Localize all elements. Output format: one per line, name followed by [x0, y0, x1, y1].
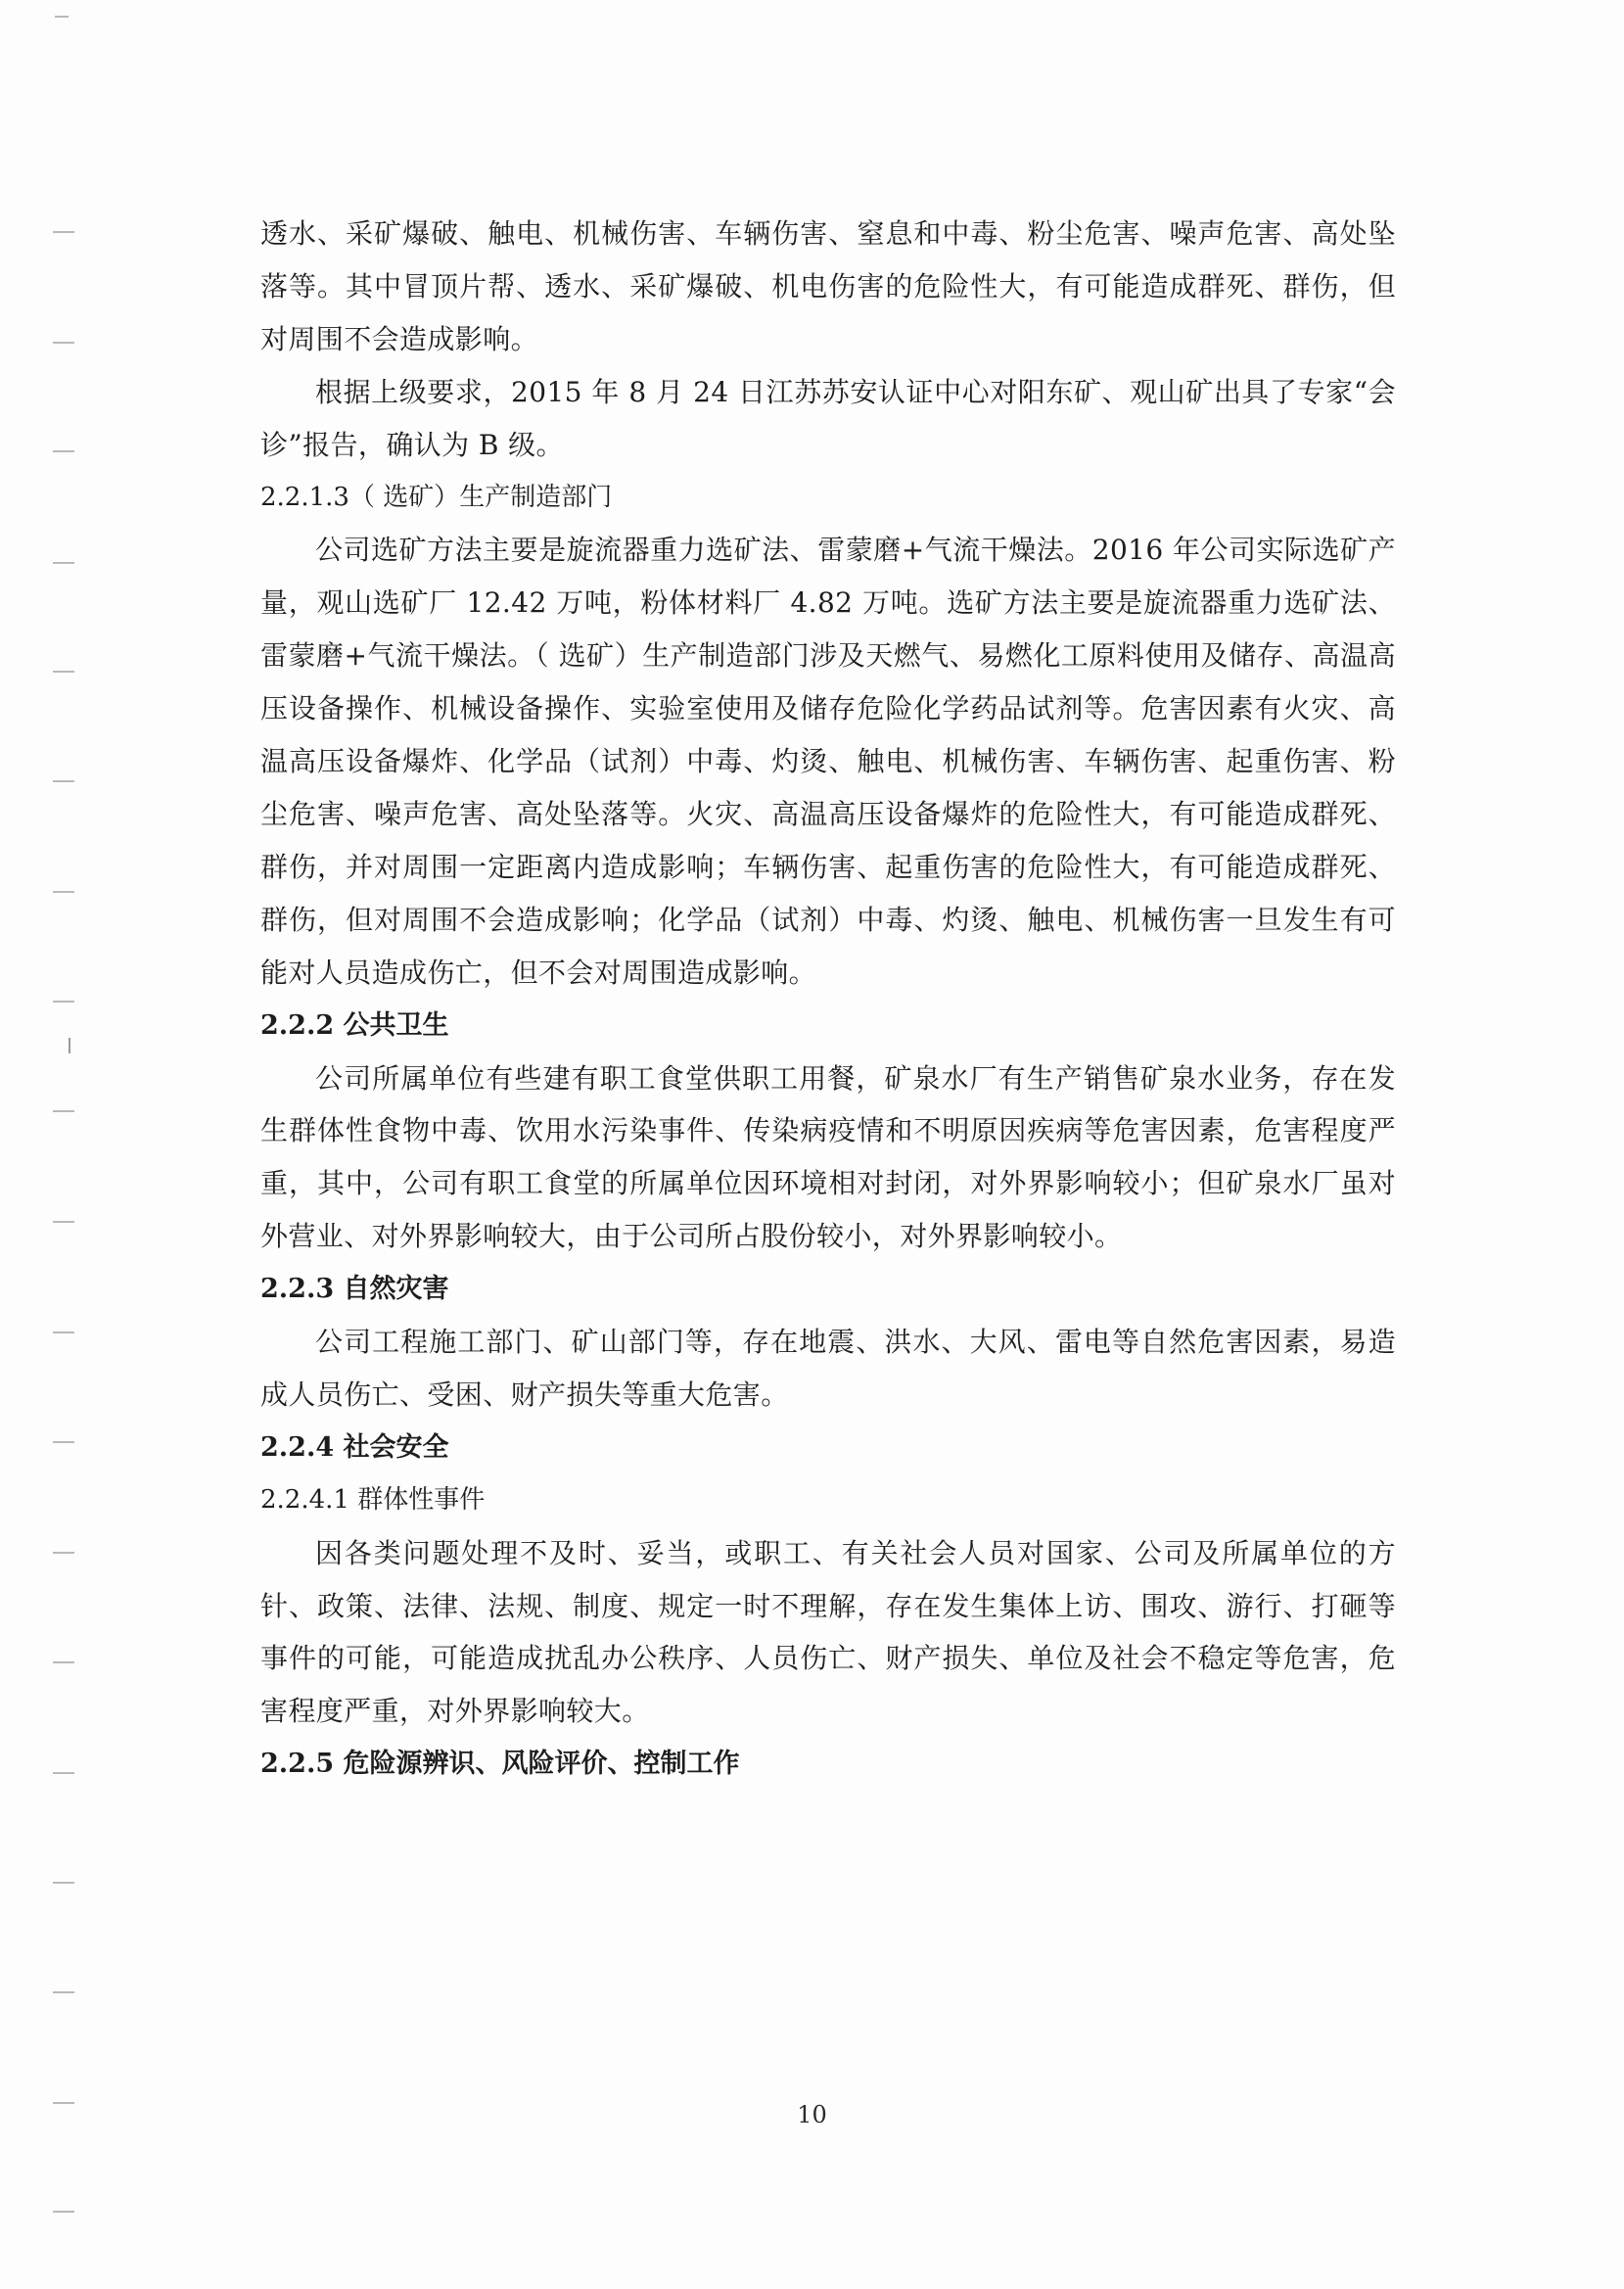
binding-mark [53, 1552, 74, 1554]
heading-2-2-4: 2.2.4 社会安全 [260, 1431, 449, 1463]
binding-mark [53, 450, 74, 452]
binding-mark [53, 1110, 74, 1112]
binding-mark [53, 1331, 74, 1333]
body-text [260, 208, 1396, 1791]
paragraph-beneficiation: 公司选矿方法主要是旋流器重力选矿法、雷蒙磨+气流干燥法。2016 年公司实际选矿产量，观山选矿厂 12.42 万吨，粉体材料厂 4.82 万吨。选矿方法主要是旋流器重力选矿法、雷蒙磨+气流干燥法。（ 选矿）生产制造部门涉及天燃气、易燃化工原料使用及储存、高温高压设备操作、机械设备操作、实验室使用及储存危险化学药品试剂等。危害因素有火灾、高温高压设备爆炸、化学品（试剂）中毒、灼烫、触电、机械伤害、车辆伤害、起重伤害、粉尘危害、噪声危害、高处坠落等。火灾、高温高压设备爆炸的危险性大，有可能造成群死、群伤，并对周围一定距离内造成影响；车辆伤害、起重伤害的危险性大，有可能造成群死、群伤，但对周围不会造成影响；化学品（试剂）中毒、灼烫、触电、机械伤害一旦发生有可能对人员造成伤亡，但不会对周围造成影响。 [260, 534, 1396, 989]
binding-mark [53, 2211, 74, 2213]
page-number: 10 [797, 2101, 827, 2128]
binding-mark [53, 1772, 74, 1774]
binding-mark [53, 562, 74, 564]
binding-tick [69, 1038, 70, 1053]
binding-mark [53, 1991, 74, 1993]
heading-2-2-2: 2.2.2 公共卫生 [260, 1009, 449, 1041]
paragraph-natural-disasters: 公司工程施工部门、矿山部门等，存在地震、洪水、大风、雷电等自然危害因素，易造成人员伤亡、受困、财产损失等重大危害。 [260, 1326, 1396, 1411]
binding-mark [53, 342, 74, 344]
paragraph-expert-report: 根据上级要求，2015 年 8 月 24 日江苏苏安认证中心对阳东矿、观山矿出具了专家“会诊”报告，确认为 B 级。 [260, 375, 1396, 461]
heading-2-2-5: 2.2.5 危险源辨识、风险评价、控制工作 [260, 1749, 740, 1780]
binding-mark [55, 16, 69, 18]
binding-mark [53, 891, 74, 893]
binding-mark [53, 780, 74, 782]
binding-mark [53, 1441, 74, 1443]
binding-mark [53, 1221, 74, 1223]
binding-mark [53, 1661, 74, 1663]
heading-2-2-4-1: 2.2.4.1 群体性事件 [260, 1484, 486, 1515]
binding-mark [53, 231, 74, 233]
heading-2-2-3: 2.2.3 自然灾害 [260, 1274, 449, 1305]
binding-mark [53, 671, 74, 673]
paragraph-hazards-mining: 透水、采矿爆破、触电、机械伤害、车辆伤害、窒息和中毒、粉尘危害、噪声危害、高处坠落等。其中冒顶片帮、透水、采矿爆破、机电伤害的危险性大，有可能造成群死、群伤，但对周围不会造成影响。 [260, 217, 1396, 355]
heading-2-2-1-3: 2.2.1.3（ 选矿）生产制造部门 [260, 482, 613, 512]
paragraph-public-health: 公司所属单位有些建有职工食堂供职工用餐，矿泉水厂有生产销售矿泉水业务，存在发生群体性食物中毒、饮用水污染事件、传染病疫情和不明原因疾病等危害因素，危害程度严重，其中，公司有职工食堂的所属单位因环境相对封闭，对外界影响较小；但矿泉水厂虽对外营业、对外界影响较大，由于公司所占股份较小，对外界影响较小。 [260, 1061, 1396, 1253]
binding-mark [53, 1001, 74, 1003]
paragraph-mass-incidents: 因各类问题处理不及时、妥当，或职工、有关社会人员对国家、公司及所属单位的方针、政策、法律、法规、制度、规定一时不理解，存在发生集体上访、围攻、游行、打砸等事件的可能，可能造成扰乱办公秩序、人员伤亡、财产损失、单位及社会不稳定等危害，危害程度严重，对外界影响较大。 [260, 1536, 1396, 1728]
binding-mark [53, 1882, 74, 1884]
